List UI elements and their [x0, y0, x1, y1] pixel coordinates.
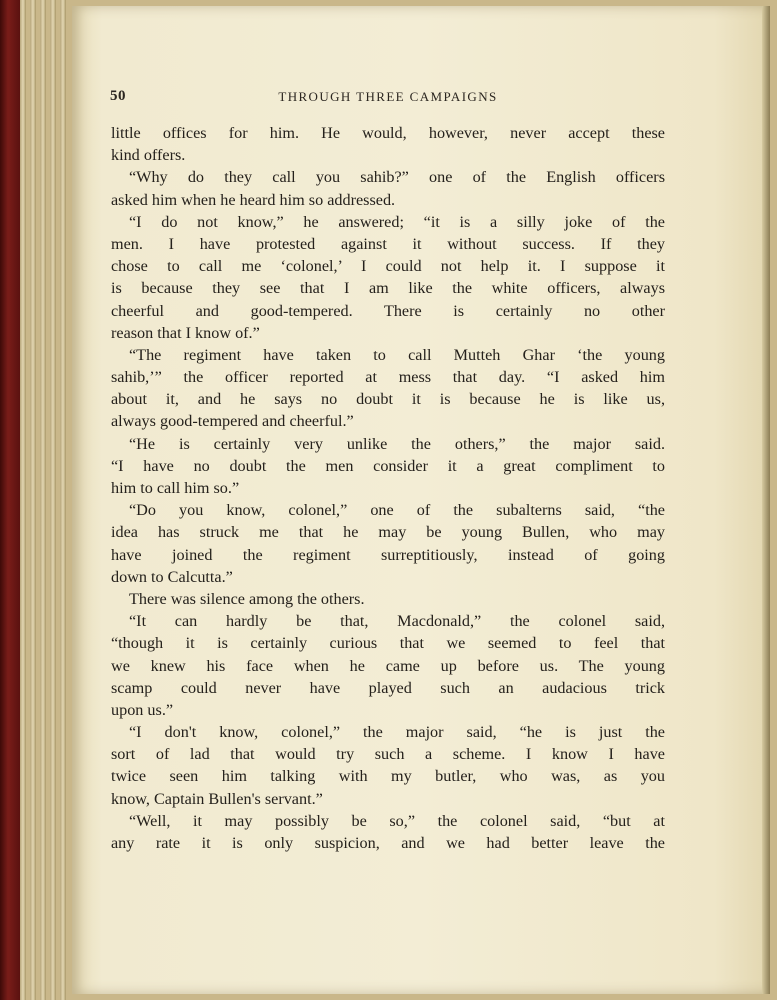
page-stack-edge — [50, 0, 56, 1000]
text-line: twice seen him talking with my butler, who was, as you — [111, 767, 665, 786]
text-line: down to Calcutta.” — [111, 567, 233, 586]
text-line: There was silence among the others. — [129, 589, 365, 608]
text-line: “Why do they call you sahib?” one of the English officers — [129, 168, 665, 187]
text-line: chose to call me ‘colonel,’ I could not help it. I suppose it — [111, 257, 665, 276]
text-line: sahib,’” the officer reported at mess that day. “I asked him — [111, 368, 665, 387]
text-line: “though it is certainly curious that we seemed to feel that — [111, 634, 665, 653]
running-title: THROUGH THREE CAMPAIGNS — [278, 89, 498, 104]
text-line: have joined the regiment surreptitiously, instead of going — [111, 545, 665, 564]
text-line: “I don't know, colonel,” the major said, “he is just the — [129, 723, 665, 742]
text-line: men. I have protested against it without success. If they — [111, 234, 665, 253]
text-line: know, Captain Bullen's servant.” — [111, 789, 323, 808]
text-line: we knew his face when he came up before us. The young — [111, 656, 665, 675]
page-stack-edge — [60, 0, 66, 1000]
text-line: little offices for him. He would, however, never accept these — [111, 124, 665, 142]
text-line: always good-tempered and cheerful.” — [111, 412, 354, 431]
text-line: about it, and he says no doubt it is because he is like us, — [111, 390, 665, 409]
page-stack-edge — [20, 0, 26, 1000]
page-stack-edge — [40, 0, 46, 1000]
text-line: “I do not know,” he answered; “it is a silly joke of the — [129, 212, 665, 231]
text-line: “It can hardly be that, Macdonald,” the colonel said, — [129, 612, 665, 631]
body-text — [111, 122, 665, 854]
page-stack-edge — [30, 0, 36, 1000]
book-cover-edge — [0, 0, 20, 1000]
text-line: “Well, it may possibly be so,” the colonel said, “but at — [129, 811, 665, 830]
running-header — [110, 88, 666, 110]
text-line: idea has struck me that he may be young Bullen, who may — [111, 523, 665, 542]
page-number: 50 — [110, 88, 126, 104]
text-line: asked him when he heard him so addressed. — [111, 190, 396, 209]
text-line: kind offers. — [111, 146, 186, 165]
text-line: “The regiment have taken to call Mutteh Ghar ‘the young — [129, 345, 665, 364]
text-line: “He is certainly very unlike the others,” the major said. — [129, 434, 665, 453]
text-line: sort of lad that would try such a scheme. I know I have — [111, 745, 665, 764]
text-line: “Do you know, colonel,” one of the subalterns said, “the — [129, 501, 665, 520]
text-line: is because they see that I am like the white officers, always — [111, 279, 665, 298]
page-right-edge — [762, 6, 770, 994]
text-line: reason that I know of.” — [111, 323, 260, 342]
text-line: cheerful and good-tempered. There is certainly no other — [111, 301, 665, 320]
text-line: “I have no doubt the men consider it a great compliment to — [111, 456, 665, 475]
text-line: scamp could never have played such an audacious trick — [111, 678, 665, 697]
text-line: him to call him so.” — [111, 479, 240, 497]
text-line: any rate it is only suspicion, and we had better leave the — [111, 834, 665, 852]
text-line: upon us.” — [111, 700, 174, 719]
